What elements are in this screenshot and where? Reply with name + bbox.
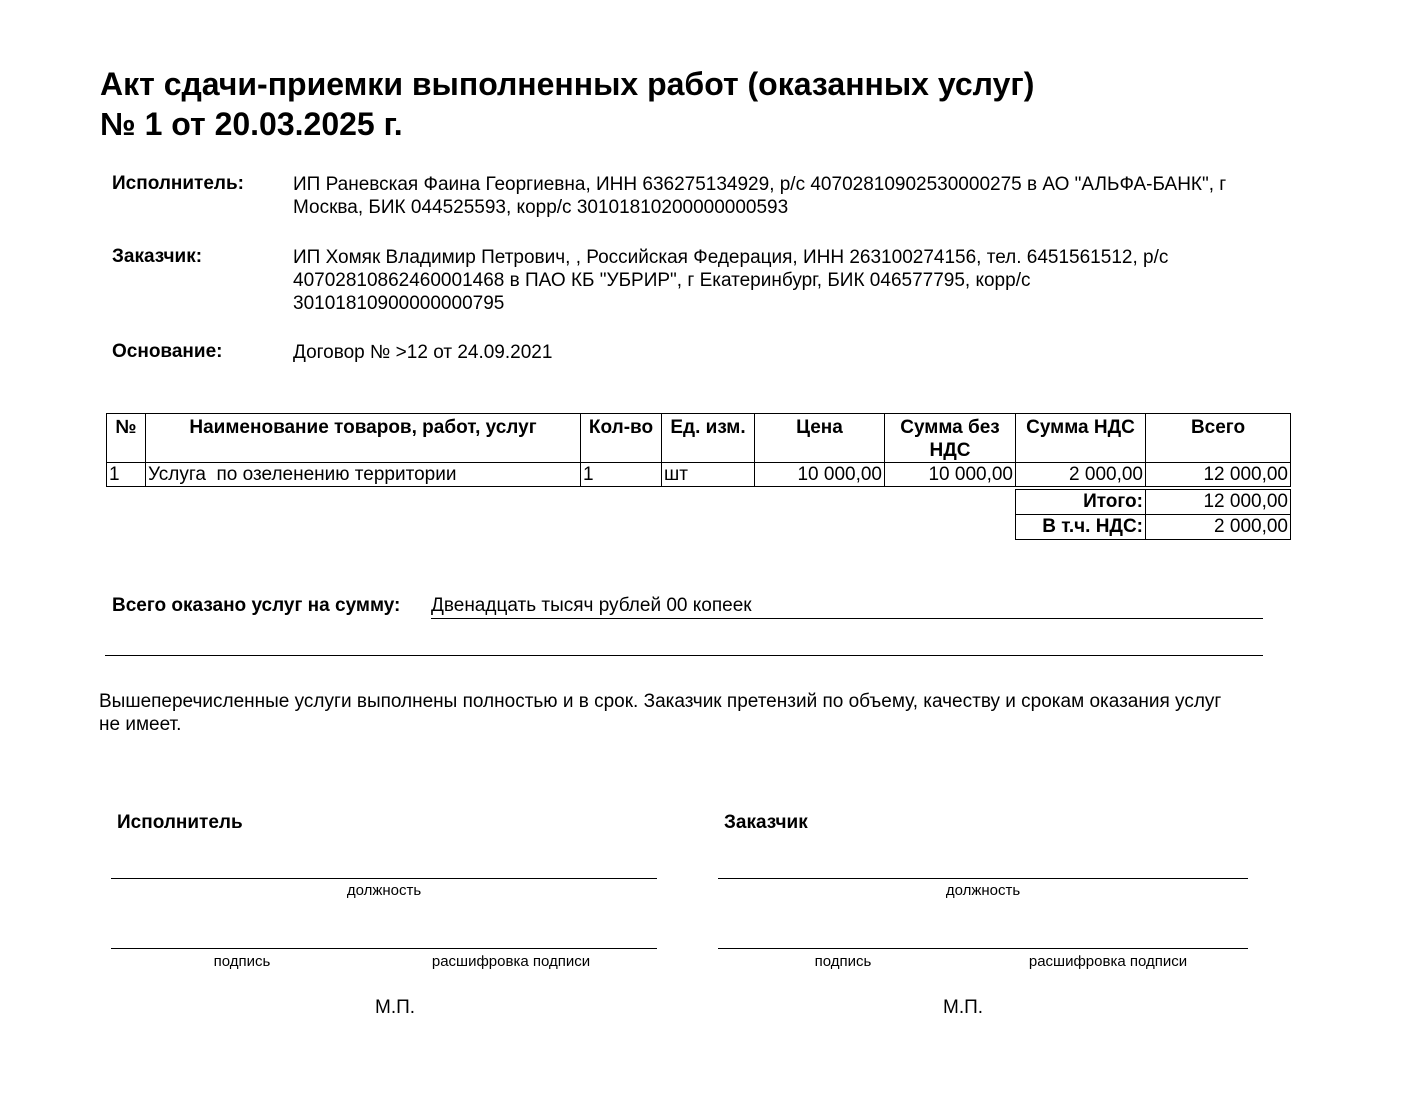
- items-table: [106, 413, 1291, 487]
- customer-line-1: ИП Хомяк Владимир Петрович, , Российская Федерация, ИНН 263100274156, тел. 6451561512, р/с: [293, 247, 1169, 268]
- title-line-2: № 1 от 20.03.2025 г.: [100, 106, 403, 142]
- totals-table: [1015, 489, 1291, 540]
- executor-line-1: ИП Раневская Фаина Георгиевна, ИНН 636275134929, р/с 40702810902530000275 в АО "АЛЬФА-БАНК", г: [293, 174, 1227, 195]
- header-price: Цена: [755, 414, 885, 463]
- total-label: Итого:: [1016, 490, 1146, 515]
- sum-words-label: Всего оказано услуг на сумму:: [112, 595, 401, 616]
- totals-row-total: [1016, 490, 1291, 515]
- table-row: [107, 463, 1291, 487]
- customer-position-caption: должность: [945, 882, 1021, 899]
- row-name: Услуга по озеленению территории: [146, 463, 581, 487]
- customer-position-line: [718, 878, 1248, 879]
- executor-stamp-label: М.П.: [375, 997, 416, 1018]
- customer-line-2: 40702810862460001468 в ПАО КБ "УБРИР", г Екатеринбург, БИК 046577795, корр/с: [293, 270, 1031, 291]
- statement-line-2: не имеет.: [99, 714, 182, 735]
- header-unit: Ед. изм.: [662, 414, 755, 463]
- vat-label: В т.ч. НДС:: [1016, 515, 1146, 540]
- basis-value: Договор № >12 от 24.09.2021: [293, 342, 553, 363]
- totals-row-vat: [1016, 515, 1291, 540]
- table-header-row: [107, 414, 1291, 463]
- row-sum-no-vat: 10 000,00: [885, 463, 1016, 487]
- sum-words-second-line: [105, 655, 1263, 656]
- customer-signature-line: [718, 948, 1248, 949]
- executor-signature-line: [111, 948, 657, 949]
- customer-label: Заказчик:: [112, 246, 203, 267]
- header-vat: Сумма НДС: [1016, 414, 1146, 463]
- executor-position-caption: должность: [346, 882, 422, 899]
- customer-details: [293, 246, 1168, 315]
- header-num: №: [107, 414, 146, 463]
- row-qty: 1: [581, 463, 662, 487]
- statement-line-1: Вышеперечисленные услуги выполнены полностью и в срок. Заказчик претензий по объему, качеству и срокам оказания услуг: [99, 691, 1222, 712]
- title-line-1: Акт сдачи-приемки выполненных работ (оказанных услуг): [100, 66, 1035, 102]
- executor-signature-caption: подпись: [213, 953, 271, 970]
- header-sum-no-vat-line-2: НДС: [929, 440, 971, 461]
- sum-words-value: Двенадцать тысяч рублей 00 копеек: [431, 595, 752, 616]
- total-value: 12 000,00: [1146, 490, 1291, 515]
- customer-signature-caption: подпись: [814, 953, 872, 970]
- executor-details: [293, 173, 1226, 219]
- header-sum-no-vat-line-1: Сумма без: [900, 417, 1000, 438]
- row-unit: шт: [662, 463, 755, 487]
- customer-signature-title: Заказчик: [724, 812, 808, 833]
- customer-decoding-caption: расшифровка подписи: [1028, 953, 1188, 970]
- header-qty: Кол-во: [581, 414, 662, 463]
- vat-value: 2 000,00: [1146, 515, 1291, 540]
- header-total: Всего: [1146, 414, 1291, 463]
- document-title: [100, 64, 1034, 144]
- completion-statement: [99, 690, 1221, 736]
- executor-decoding-caption: расшифровка подписи: [431, 953, 591, 970]
- customer-stamp-label: М.П.: [943, 997, 984, 1018]
- basis-label: Основание:: [112, 341, 223, 362]
- executor-signature-title: Исполнитель: [117, 812, 243, 833]
- sum-words-underline: [431, 618, 1263, 619]
- row-price: 10 000,00: [755, 463, 885, 487]
- executor-label: Исполнитель:: [112, 173, 245, 194]
- header-sum-no-vat: [885, 414, 1016, 463]
- customer-line-3: 30101810900000000795: [293, 293, 505, 314]
- row-num: 1: [107, 463, 146, 487]
- executor-position-line: [111, 878, 657, 879]
- header-name: Наименование товаров, работ, услуг: [146, 414, 581, 463]
- executor-line-2: Москва, БИК 044525593, корр/с 30101810200000000593: [293, 197, 789, 218]
- row-total: 12 000,00: [1146, 463, 1291, 487]
- row-vat: 2 000,00: [1016, 463, 1146, 487]
